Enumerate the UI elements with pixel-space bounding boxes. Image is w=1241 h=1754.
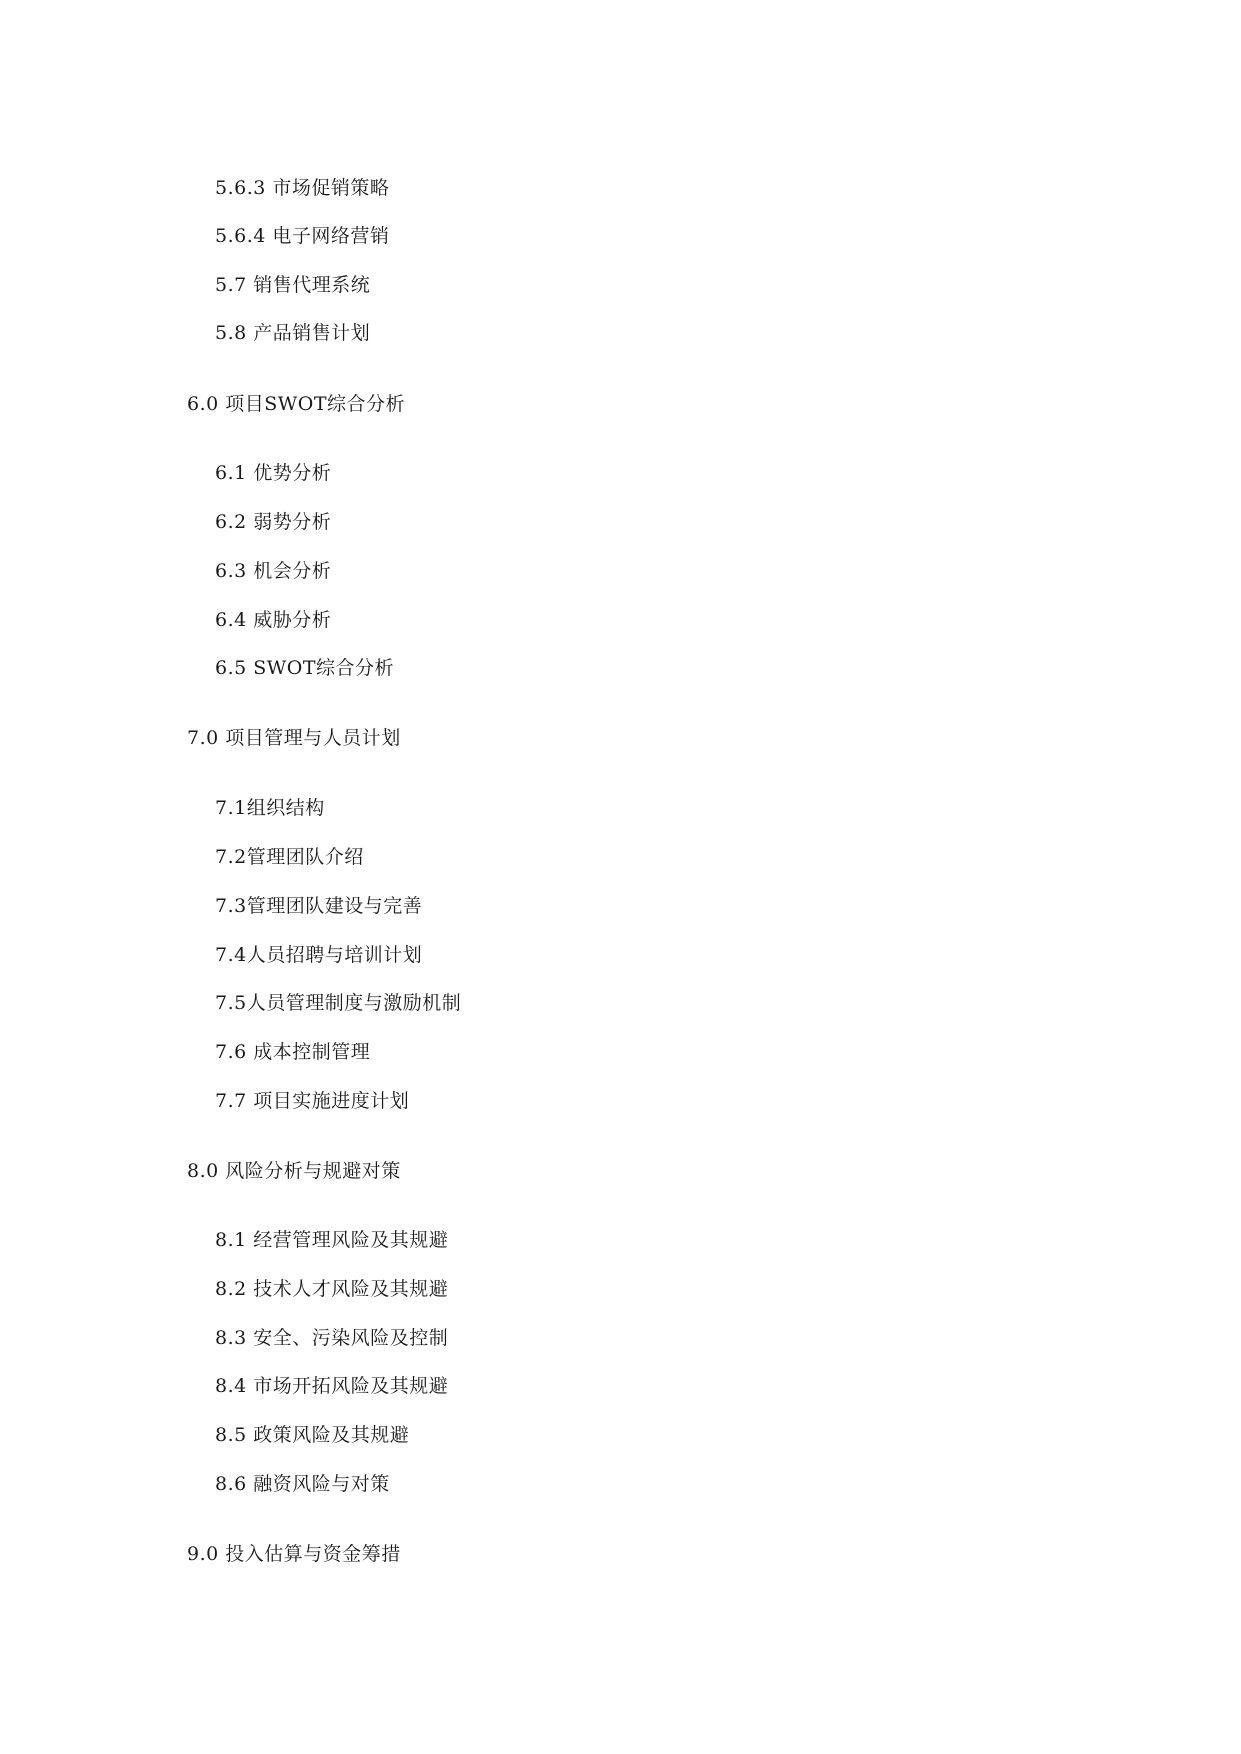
toc-entry-5-8: 5.8 产品销售计划 [215,322,371,344]
toc-entry-7-1: 7.1组织结构 [215,797,325,819]
toc-entry-6-1: 6.1 优势分析 [215,462,332,484]
toc-heading-6-0: 6.0 项目SWOT综合分析 [187,393,406,415]
toc-entry-6-2: 6.2 弱势分析 [215,511,332,533]
toc-entry-8-2: 8.2 技术人才风险及其规避 [215,1278,449,1300]
toc-entry-7-4: 7.4人员招聘与培训计划 [215,944,423,966]
toc-entry-5-6-3: 5.6.3 市场促销策略 [215,177,390,199]
toc-entry-7-5: 7.5人员管理制度与激励机制 [215,992,462,1014]
toc-entry-7-3: 7.3管理团队建设与完善 [215,895,423,917]
toc-heading-7-0: 7.0 项目管理与人员计划 [187,727,401,749]
toc-entry-8-6: 8.6 融资风险与对策 [215,1473,390,1495]
toc-heading-8-0: 8.0 风险分析与规避对策 [187,1160,401,1182]
toc-entry-7-6: 7.6 成本控制管理 [215,1041,371,1063]
toc-entry-6-5: 6.5 SWOT综合分析 [215,657,395,679]
toc-entry-8-4: 8.4 市场开拓风险及其规避 [215,1375,449,1397]
toc-entry-8-1: 8.1 经营管理风险及其规避 [215,1229,449,1251]
toc-entry-5-6-4: 5.6.4 电子网络营销 [215,225,390,247]
toc-entry-8-3: 8.3 安全、污染风险及控制 [215,1327,449,1349]
toc-entry-6-4: 6.4 威胁分析 [215,609,332,631]
toc-entry-7-7: 7.7 项目实施进度计划 [215,1090,410,1112]
toc-entry-6-3: 6.3 机会分析 [215,560,332,582]
toc-entry-5-7: 5.7 销售代理系统 [215,274,371,296]
toc-entry-7-2: 7.2管理团队介绍 [215,846,364,868]
toc-entry-8-5: 8.5 政策风险及其规避 [215,1424,410,1446]
toc-heading-9-0: 9.0 投入估算与资金筹措 [187,1543,401,1565]
